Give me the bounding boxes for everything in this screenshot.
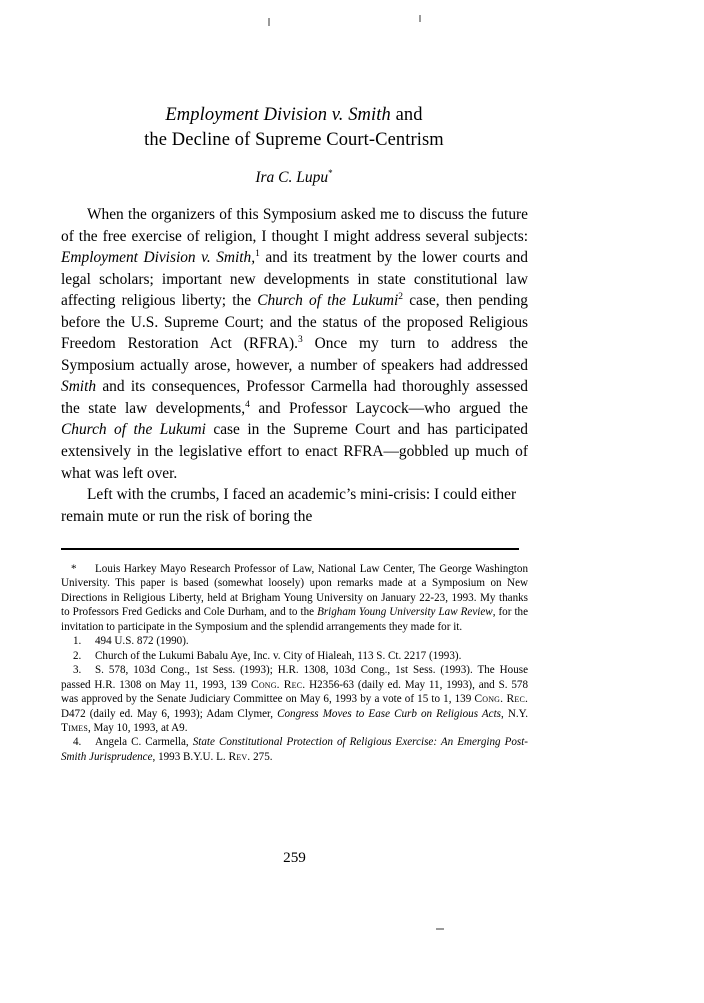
footnote-seg: , May 10, 1993, at A9.	[87, 721, 188, 734]
scan-mark-bottom	[436, 928, 444, 930]
scan-mark-left	[268, 18, 270, 26]
body-seg: case, then pending before the U.S. Supreme Court; and the status of the proposed Religious Freedom Restoration Act (RFRA).	[61, 292, 528, 353]
body-seg: and its treatment by the lower courts and legal scholars; important new developments in state constitutional law affecting religious liberty; the	[61, 249, 528, 310]
body-seg: Once my turn to address the Symposium actually arose, however, a number of speakers had addressed	[61, 335, 528, 374]
body-seg: When the organizers of this Symposium asked me to discuss the future of the free exercise of religion, I thought I might address several subjects:	[61, 206, 528, 245]
footnote-seg: S. 578, 103d Cong., 1st Sess. (1993); H.R. 1308, 103d Cong., 1st Sess. (1993). The House passed H.R. 1308 on May 11, 1993, 139	[61, 664, 528, 691]
footnotes-section	[61, 562, 528, 764]
article-title-line-1	[61, 103, 527, 128]
body-seg: and Professor Laycock—who argued the	[249, 399, 528, 417]
footnote-marker: 3.	[73, 664, 82, 677]
body-seg: case in the Supreme Court and has participated extensively in the legislative effort to enact RFRA—gobbled up much of what was left over.	[61, 421, 528, 482]
footnote-seg: 275.	[250, 750, 273, 763]
article-title-case-name: Employment Division v. Smith	[165, 105, 391, 125]
body-seg: Left with the crumbs, I faced an academic’s mini-crisis: I could either remain mute or run the risk of boring the	[61, 486, 517, 525]
body-seg-italic: Smith	[61, 378, 97, 396]
footnote-seg: Church of the Lukumi Babalu Aye, Inc. v. City of Hialeah, 113 S. Ct. 2217 (1993).	[95, 649, 462, 662]
footnote-seg: , 1993 B.Y.U. L.	[152, 750, 229, 763]
body-seg-italic: Employment Division v. Smith,	[61, 249, 256, 267]
article-title-conjunction: and	[390, 105, 423, 125]
article-title-line-2: the Decline of Supreme Court-Centrism	[144, 130, 444, 150]
footnote-star	[61, 562, 528, 634]
footnote-seg-smallcaps: Cong. Rec.	[474, 692, 528, 706]
footnote-marker: 1.	[73, 635, 82, 648]
footnote-seg: H2356-63 (daily ed. May 11, 1993), and S. 578 was approved by the Senate Judiciary Committee on May 6, 1993 by a vote of 15 to 1, 139	[61, 678, 528, 706]
body-paragraph-2	[61, 484, 528, 527]
footnote-ref-3[interactable]: 3	[298, 335, 303, 346]
article-body	[61, 204, 528, 527]
footnote-seg-italic: Brigham Young University Law Review	[317, 606, 493, 619]
footnote-1	[61, 634, 528, 648]
author-name: Ira C. Lupu	[255, 169, 329, 186]
footnote-seg: , for the invitation to participate in the Symposium and the splendid arrangements they made for it.	[61, 606, 528, 633]
footnote-seg-italic: Congress Moves to Ease Curb on Religious Acts	[277, 707, 502, 720]
footnote-ref-1[interactable]: 1	[255, 248, 260, 259]
footnote-seg: , N.Y.	[501, 707, 529, 720]
body-seg-italic: Church of the Lukumi	[61, 421, 206, 439]
footnote-seg: Angela C. Carmella,	[95, 736, 193, 749]
footnote-separator-rule	[61, 548, 519, 550]
scan-mark-right	[419, 15, 421, 22]
footnote-seg-smallcaps: Rev.	[228, 749, 251, 763]
body-seg: and its consequences, Professor Carmella had thoroughly assessed the state law developments,	[61, 378, 528, 417]
author-byline	[61, 168, 527, 188]
footnote-seg: 494 U.S. 872 (1990).	[95, 635, 189, 648]
footnote-seg-italic: State Constitutional Protection of Religious Exercise: An Emerging Post-Smith Jurisprudence	[61, 736, 528, 763]
footnote-seg-smallcaps: Times	[61, 720, 88, 734]
footnote-ref-4[interactable]: 4	[245, 399, 250, 410]
footnote-marker: *	[71, 563, 77, 575]
footnote-2	[61, 649, 528, 663]
body-seg-italic: Church of the Lukumi	[257, 292, 399, 310]
footnote-seg-smallcaps: Cong. Rec.	[250, 677, 306, 691]
footnote-ref-2[interactable]: 2	[398, 292, 404, 303]
footnote-seg: Louis Harkey Mayo Research Professor of Law, National Law Center, The George Washington University. This paper is based (somewhat loosely) upon remarks made at a Symposium on New Directions in Religious Liberty, held at Brigham Young University on January 22-23, 1993. My thanks to Professors Fred Gedicks and Cole Durham, and to the	[61, 563, 528, 619]
footnote-marker: 4.	[73, 736, 82, 749]
footnote-4	[61, 735, 528, 764]
footnote-seg: D472 (daily ed. May 6, 1993); Adam Clymer,	[61, 707, 278, 720]
article-title	[61, 103, 527, 153]
page-number: 259	[283, 849, 306, 866]
footnote-3	[61, 663, 528, 735]
footnote-marker: 2.	[73, 649, 82, 662]
body-paragraph-1	[61, 204, 528, 484]
author-footnote-marker: *	[328, 167, 333, 178]
